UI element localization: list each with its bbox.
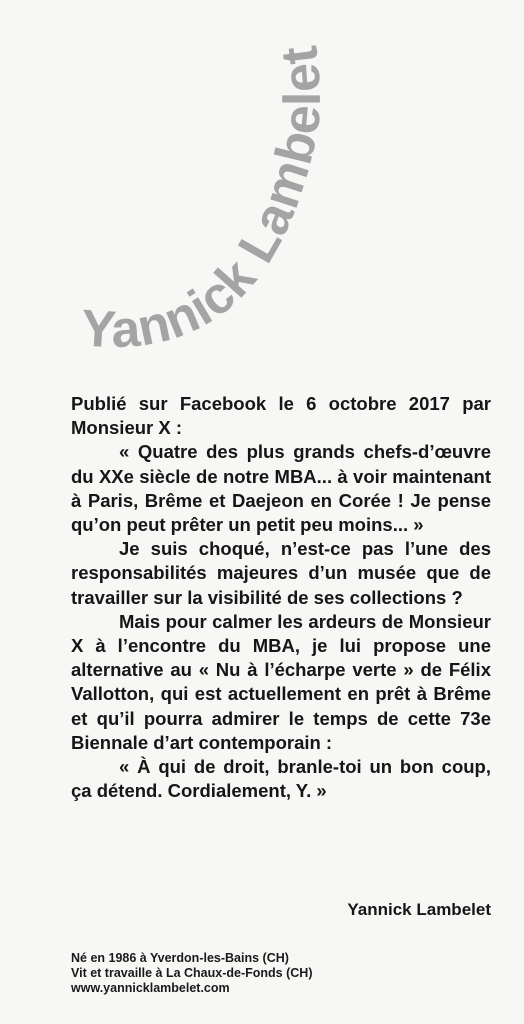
bio-website: www.yannicklambelet.com: [71, 981, 230, 995]
intro-paragraph: Publié sur Facebook le 6 octobre 2017 par Monsieur X :: [71, 393, 491, 439]
artist-name-arc-title: [0, 0, 524, 380]
bio-residence: Vit et travaille à La Chaux-de-Fonds (CH): [71, 966, 313, 980]
facebook-quote: « Quatre des plus grands chefs-d’œuvre du XXe siècle de notre MBA... à voir maintenant à Paris, Brême et Daejeon en Corée ! Je pense qu’on peut prêter un petit peu moins... »: [71, 441, 491, 536]
signature: Yannick Lambelet: [347, 900, 491, 919]
response-paragraph: Je suis choqué, n’est-ce pas l’une des responsabilités majeures d’un musée que de travailler sur la visibilité de ses collections ?: [71, 538, 491, 608]
closing-quote: « À qui de droit, branle-toi un bon coup, ça détend. Cordialement, Y. »: [71, 756, 491, 802]
proposal-paragraph: Mais pour calmer les ardeurs de Monsieur X à l’encontre du MBA, je lui propose une alternative au « Nu à l’écharpe verte » de Félix Vallotton, qui est actuellement en prêt à Brême et qu’il pourra admirer le temps de cette 73e Biennale d’art contemporain :: [71, 610, 491, 753]
artist-bio: [71, 951, 312, 996]
artist-name-arc-text: Yannick Lambelet: [79, 42, 333, 360]
statement-text: [71, 392, 491, 803]
bio-birth: Né en 1986 à Yverdon-les-Bains (CH): [71, 951, 289, 965]
